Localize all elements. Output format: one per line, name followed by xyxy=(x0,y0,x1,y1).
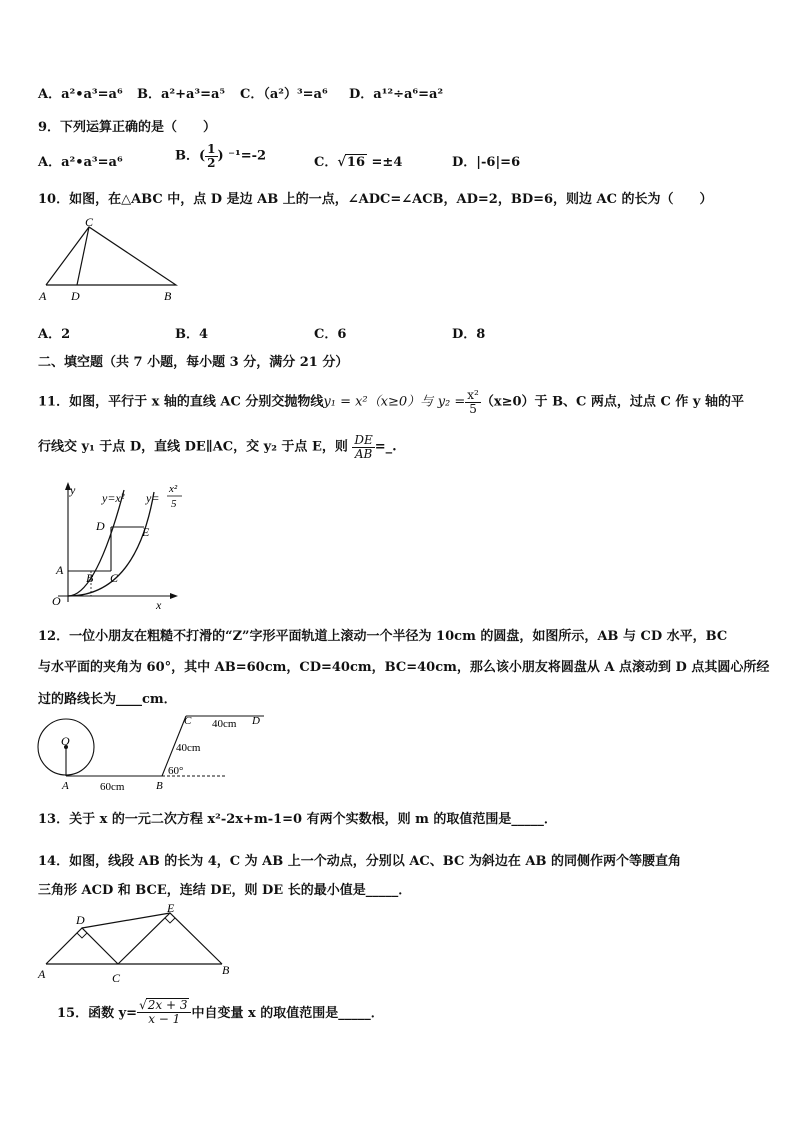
q14-label-e: E xyxy=(167,902,175,915)
q11-origin: O xyxy=(52,594,61,608)
q10-option-b: B．4 xyxy=(175,327,209,342)
q12-label-cd: 40cm xyxy=(212,718,237,730)
q8-option-c: C．（a²）³=a⁶ xyxy=(240,87,328,102)
q9-option-c xyxy=(314,151,402,170)
q15-denominator: x − 1 xyxy=(148,1011,181,1026)
q12-line1: 12．一位小朋友在粗糙不打滑的“Z”字形平面轨道上滚动一个半径为 10cm 的圆盘，如图所示，AB 与 CD 水平，BC xyxy=(38,629,728,644)
q8-option-d: D．a¹²÷a⁶=a² xyxy=(349,87,444,102)
sqrt-symbol: √ xyxy=(139,998,147,1012)
q14-line2: 三角形 ACD 和 BCE，连结 DE，则 DE 长的最小值是_____． xyxy=(38,883,412,898)
q12-track-figure xyxy=(36,710,268,794)
q14-line1: 14．如图，线段 AB 的长为 4，C 为 AB 上一个动点，分别以 AC、BC 为斜边在 AB 的同侧作两个等腰直角 xyxy=(38,854,681,869)
q11-point-d: D xyxy=(96,519,105,533)
q15-numerator xyxy=(137,998,191,1013)
q9-option-b xyxy=(175,143,266,169)
q10-stem: 10．如图，在△ABC 中，点 D 是边 AB 上的一点，∠ADC=∠ACB，AD=2，BD=6，则边 AC 的长为（ ） xyxy=(38,192,713,207)
q10-label-c: C xyxy=(85,215,94,229)
q10-label-d: D xyxy=(71,289,80,303)
q14-triangles-figure xyxy=(36,902,236,986)
q12-label-b: B xyxy=(156,780,163,792)
q10-option-c: C．6 xyxy=(314,327,347,342)
q11-axis-x: x xyxy=(156,598,162,612)
q9-c-radicand: 16 xyxy=(346,155,365,170)
q8-option-a: A．a²•a³=a⁶ xyxy=(38,87,123,102)
q11-frac-numerator: DE xyxy=(354,433,373,447)
q11-frac-denominator: AB xyxy=(354,446,373,461)
q11-curve2-prefix: y= xyxy=(146,491,160,505)
q11-line2-text: 行线交 y₁ 于点 D，直线 DE∥AC，交 y₂ 于点 E，则 xyxy=(38,439,348,455)
q9-b-suffix: ) ⁻¹=-2 xyxy=(217,148,267,164)
q14-label-c: C xyxy=(112,971,121,985)
q11-point-e: E xyxy=(142,525,150,539)
q10-label-a: A xyxy=(39,289,47,303)
q10-option-a: A．2 xyxy=(38,327,71,342)
q11-curve2-denominator: 5 xyxy=(171,498,177,510)
q9-option-a: A．a²•a³=a⁶ xyxy=(38,155,123,170)
q10-label-b: B xyxy=(164,289,172,303)
q11-y2-numerator: x² xyxy=(467,388,479,402)
q11-point-b: B xyxy=(86,571,94,585)
q12-label-o: O xyxy=(61,734,70,748)
q14-label-b: B xyxy=(222,963,230,977)
q11-curve1-label: y=x² xyxy=(102,491,125,505)
q11-parabola-graph xyxy=(36,474,186,614)
section-2-heading: 二、填空题（共 7 小题，每小题 3 分，满分 21 分） xyxy=(38,355,349,370)
q15-radicand: 2x + 3 xyxy=(147,998,188,1012)
q11-y1: y₁ = x²（x≥0）与 xyxy=(323,394,434,410)
q11-line1-text: 11．如图，平行于 x 轴的直线 AC 分别交抛物线 xyxy=(38,394,324,410)
q11-y2-prefix: y₂ = xyxy=(437,394,466,410)
q11-y2-denominator: 5 xyxy=(469,401,477,416)
sqrt-symbol: √ xyxy=(337,155,346,170)
q13-text: 13．关于 x 的一元二次方程 x²-2x+m-1=0 有两个实数根，则 m 的取值范围是_____． xyxy=(38,812,557,827)
q12-label-d: D xyxy=(252,715,260,727)
q11-line2-suffix: =_. xyxy=(374,439,397,455)
q12-line3: 过的路线长为____cm． xyxy=(38,692,177,707)
q10-triangle-figure xyxy=(36,215,186,307)
q10-option-d: D．8 xyxy=(452,327,486,342)
q15-prefix: 15．函数 y= xyxy=(57,1006,138,1022)
q14-label-d: D xyxy=(76,913,85,927)
q12-line2: 与水平面的夹角为 60°，其中 AB=60cm，CD=40cm，BC=40cm，那么该小朋友将圆盘从 A 点滚动到 D 点其圆心所经 xyxy=(38,660,770,675)
q9-b-prefix: B．( xyxy=(175,148,206,164)
q12-label-a: A xyxy=(62,780,69,792)
q9-b-denominator: 2 xyxy=(207,155,216,170)
q11-curve2-numerator: x² xyxy=(169,483,178,495)
q11-point-c: C xyxy=(110,571,119,585)
q9-c-prefix: C． xyxy=(314,155,338,170)
q11-de-ab-fraction xyxy=(352,434,374,460)
q9-stem: 9．下列运算正确的是（ ） xyxy=(38,120,217,135)
q12-label-angle: 60° xyxy=(168,765,184,777)
q15-suffix: 中自变量 x 的取值范围是_____． xyxy=(191,1006,384,1022)
q9-c-suffix: =±4 xyxy=(371,155,403,170)
q11-axis-y: y xyxy=(70,483,76,497)
q12-label-bc: 40cm xyxy=(176,742,201,754)
q9-b-fraction xyxy=(205,143,217,169)
q9-b-numerator: 1 xyxy=(207,142,216,156)
q12-label-ab: 60cm xyxy=(100,781,125,793)
q9-option-d: D．|-6|=6 xyxy=(452,155,521,170)
q8-option-b: B．a²+a³=a⁵ xyxy=(137,87,226,102)
q11-y2-fraction xyxy=(465,389,481,415)
q11-line1-suffix: （x≥0）于 B、C 两点，过点 C 作 y 轴的平 xyxy=(480,394,744,410)
q11-line2 xyxy=(38,434,397,460)
q11-line1 xyxy=(38,389,744,415)
q15-text xyxy=(57,998,384,1025)
q12-label-c: C xyxy=(184,715,192,727)
q14-label-a: A xyxy=(38,967,46,981)
q15-fraction xyxy=(137,998,191,1025)
q11-point-a: A xyxy=(56,563,64,577)
